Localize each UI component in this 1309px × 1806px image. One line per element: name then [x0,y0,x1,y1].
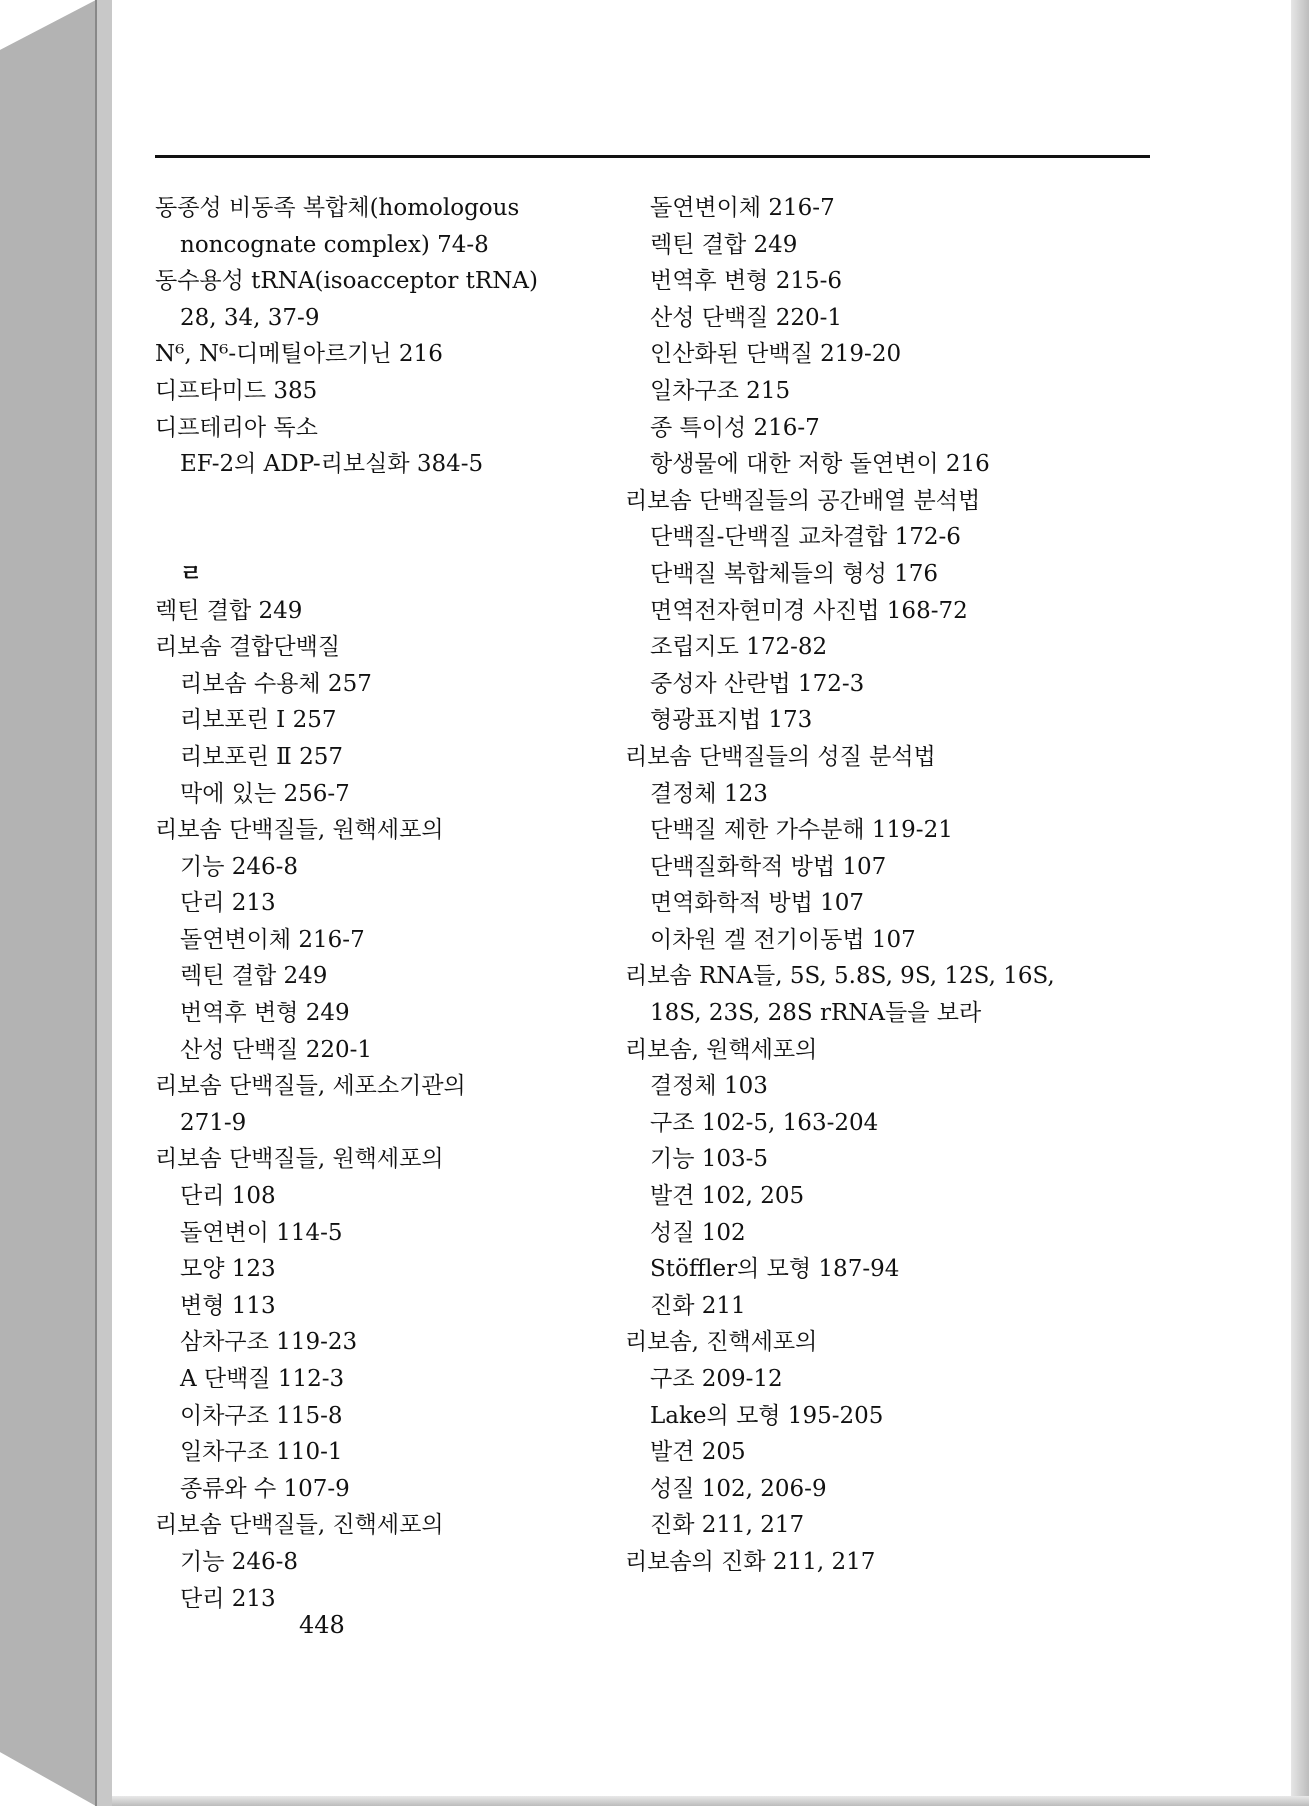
index-subentry: 발견 205 [650,1439,746,1466]
index-column-left [155,190,615,1617]
index-subentry: 항생물에 대한 저항 돌연변이 216 [650,451,990,478]
index-subentry: 번역후 변형 215-6 [650,268,843,295]
index-subentry: 번역후 변형 249 [180,1000,350,1027]
page-edge-right [1291,0,1309,1806]
index-subentry: 기능 246-8 [180,853,299,880]
index-subentry: 28, 34, 37-9 [180,304,320,331]
index-subentry: 진화 211, 217 [650,1512,805,1539]
index-subentry: 기능 103-5 [650,1146,769,1173]
header-rule [155,155,1150,158]
index-subentry: 렉틴 결합 249 [180,963,328,990]
index-subentry: 형광표지법 173 [650,707,813,734]
index-subentry: 단리 108 [180,1183,276,1210]
index-entry: N⁶, N⁶-디메틸아르기닌 216 [155,341,443,368]
index-subentry: Lake의 모형 195-205 [650,1402,884,1429]
index-entry: 동수용성 tRNA(isoacceptor tRNA) [155,268,538,295]
index-subentry: 구조 102-5, 163-204 [650,1109,879,1136]
index-subentry: 종 특이성 216-7 [650,414,820,441]
index-subentry: 조립지도 172-82 [650,634,828,661]
index-subentry: 리보솜 수용체 257 [180,670,372,697]
index-subentry: 기능 246-8 [180,1548,299,1575]
index-subentry: 막에 있는 256-7 [180,780,350,807]
index-entry: 리보솜 단백질들, 진핵세포의 [155,1512,444,1539]
index-entry: 디프테리아 독소 [155,414,318,441]
index-entry: 리보솜 단백질들의 공간배열 분석법 [625,487,981,514]
index-entry: 리보솜 단백질들의 성질 분석법 [625,743,936,770]
index-subentry: noncognate complex) 74-8 [180,231,489,258]
index-subentry: 리보포린 Ⅱ 257 [180,743,344,770]
index-subentry: 결정체 123 [650,780,768,807]
index-subentry: 일차구조 215 [650,377,791,404]
index-subentry: Stöffler의 모형 187-94 [650,1256,900,1283]
index-subentry: 돌연변이체 216-7 [650,195,835,221]
index-entry: 동종성 비동족 복합체(homologous [155,195,520,221]
index-subentry: 면역전자현미경 사진법 168-72 [650,597,968,624]
index-subentry: 단백질화학적 방법 107 [650,853,887,880]
index-subentry: EF-2의 ADP-리보실화 384-5 [180,451,484,478]
index-subentry: 면역화학적 방법 107 [650,890,865,917]
index-subentry: 종류와 수 107-9 [180,1475,350,1502]
index-subentry: 렉틴 결합 249 [650,231,798,258]
index-subentry: 일차구조 110-1 [180,1439,343,1466]
index-subentry: 모양 123 [180,1256,276,1283]
index-subentry: 성질 102, 206-9 [650,1475,827,1502]
index-subentry: 리보포린 Ⅰ 257 [180,707,337,734]
index-subentry: 돌연변이체 216-7 [180,926,365,953]
index-subentry: 단백질 복합체들의 형성 176 [650,560,939,587]
index-entry: 렉틴 결합 249 [155,597,303,624]
index-subentry: 돌연변이 114-5 [180,1219,343,1246]
index-column-right [625,190,1165,1581]
index-subentry: 산성 단백질 220-1 [180,1036,373,1063]
index-entry: 리보솜, 원핵세포의 [625,1036,818,1063]
index-subentry: 결정체 103 [650,1073,768,1100]
index-entry: 리보솜 단백질들, 원핵세포의 [155,1146,444,1173]
index-subentry: A 단백질 112-3 [180,1366,345,1392]
book-spine [0,0,112,1806]
index-subentry: 삼차구조 119-23 [180,1329,358,1356]
index-subentry: 18S, 23S, 28S rRNA들을 보라 [650,1000,982,1027]
index-subentry: 변형 113 [180,1292,276,1319]
index-entry: 리보솜 결합단백질 [155,634,341,661]
section-heading: ㄹ [180,559,203,587]
page-edge-bottom [112,1796,1309,1806]
index-subentry: 발견 102, 205 [650,1183,805,1210]
index-subentry: 이차원 겔 전기이동법 107 [650,926,916,953]
index-subentry: 단백질-단백질 교차결합 172-6 [650,524,961,551]
index-subentry: 인산화된 단백질 219-20 [650,341,902,368]
index-subentry: 이차구조 115-8 [180,1402,343,1429]
index-subentry: 성질 102 [650,1219,746,1246]
page-number: 448 [299,1611,345,1639]
index-subentry: 산성 단백질 220-1 [650,304,843,331]
index-entry: 리보솜, 진핵세포의 [625,1329,818,1356]
index-subentry: 단리 213 [180,1585,276,1612]
index-entry: 리보솜 RNA들, 5S, 5.8S, 9S, 12S, 16S, [625,963,1055,990]
index-entry: 리보솜의 진화 211, 217 [625,1548,876,1575]
index-entry: 리보솜 단백질들, 원핵세포의 [155,817,444,844]
index-subentry: 단리 213 [180,890,276,917]
index-subentry: 진화 211 [650,1292,746,1319]
index-subentry: 중성자 산란법 172-3 [650,670,865,697]
index-entry: 디프타미드 385 [155,377,318,404]
index-subentry: 구조 209-12 [650,1366,783,1392]
index-subentry: 271-9 [180,1109,247,1136]
index-subentry: 단백질 제한 가수분해 119-21 [650,817,953,844]
index-entry: 리보솜 단백질들, 세포소기관의 [155,1073,466,1100]
section-gap [155,483,615,556]
